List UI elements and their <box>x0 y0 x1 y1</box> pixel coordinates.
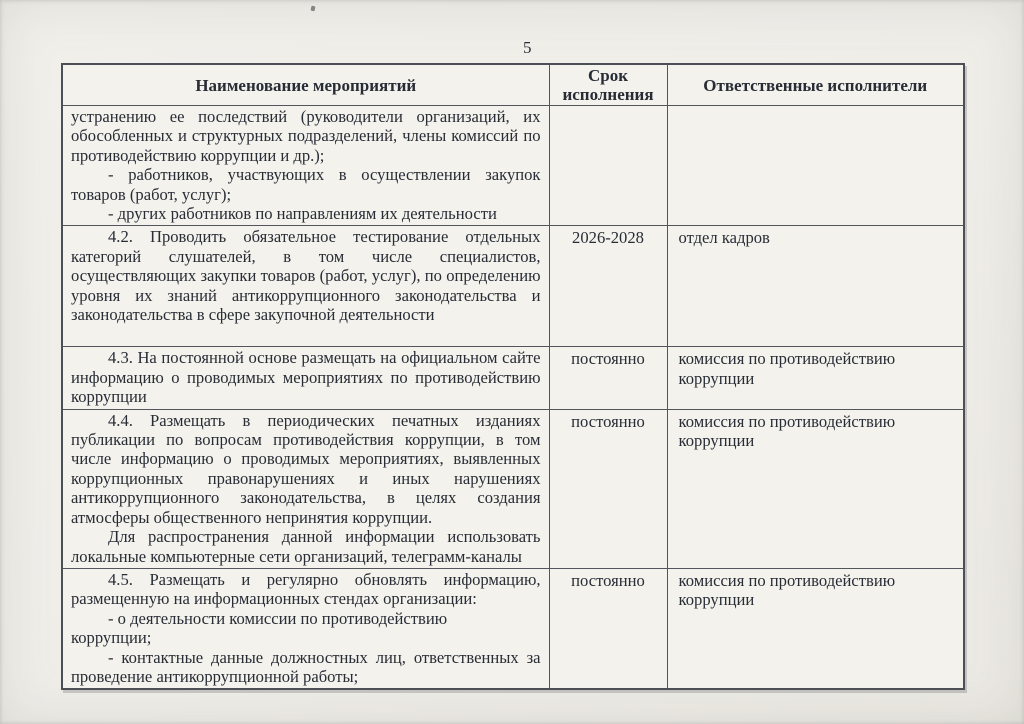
activity-cell <box>62 106 549 226</box>
table-header-row <box>62 64 964 106</box>
column-header-responsible: Ответственные исполнители <box>667 64 964 106</box>
activity-paragraph: Для распространения данной информации использовать локальные компьютерные сети организаций, телеграмм-каналы <box>71 527 541 566</box>
activity-paragraph: 4.4. Размещать в периодических печатных изданиях публикации по вопросам противодействия коррупции, в том числе информацию о проводимых мероприятиях, выявленных коррупционных правонарушениях и иных нарушениях антикоррупционного законодательства, в целях создания атмосферы общественного непринятия коррупции. <box>71 410 541 527</box>
page-number: 5 <box>523 38 532 57</box>
term-cell <box>549 106 667 226</box>
table-row <box>62 226 964 347</box>
table-row <box>62 347 964 409</box>
activity-paragraph: устранению ее последствий (руководители организаций, их обособленных и структурных подразделений, члены комиссий по противодействию коррупции и др.); <box>71 107 541 165</box>
activity-paragraph: 4.3. На постоянной основе размещать на официальном сайте информацию о проводимых мероприятиях по противодействию коррупции <box>71 348 541 407</box>
activity-paragraph: 4.5. Размещать и регулярно обновлять информацию, размещенную на информационных стендах организации: <box>71 569 541 609</box>
column-header-term: Срок исполнения <box>549 64 667 106</box>
table-row <box>62 568 964 689</box>
responsible-cell: комиссия по противодействию коррупции <box>667 568 964 689</box>
term-cell: 2026-2028 <box>549 226 667 347</box>
anticorruption-measures-table <box>61 63 965 690</box>
responsible-cell <box>667 106 964 226</box>
table-row <box>62 409 964 568</box>
responsible-cell: комиссия по противодействию коррупции <box>667 347 964 409</box>
activity-paragraph: - работников, участвующих в осуществлении закупок товаров (работ, услуг); <box>71 165 541 204</box>
responsible-cell: комиссия по противодействию коррупции <box>667 409 964 568</box>
activity-cell <box>62 409 549 568</box>
column-header-activity: Наименование мероприятий <box>62 64 549 106</box>
activity-paragraph: - контактные данные должностных лиц, ответственных за проведение антикоррупционной работы; <box>71 647 541 686</box>
term-cell: постоянно <box>549 347 667 409</box>
activity-cell <box>62 568 549 689</box>
term-cell: постоянно <box>549 409 667 568</box>
activity-paragraph: - других работников по направлениям их деятельности <box>108 204 497 224</box>
activity-cell <box>62 347 549 409</box>
activity-paragraph: - о деятельности комиссии по противодействию коррупции; <box>71 608 448 648</box>
scan-artifact-speck <box>311 6 316 12</box>
responsible-cell: отдел кадров <box>667 226 964 347</box>
activity-paragraph: 4.2. Проводить обязательное тестирование отдельных категорий слушателей, в том числе специалистов, осуществляющих закупки товаров (работ, услуг), по определению уровня их знаний антикоррупционного законодательства и законодательства в сфере закупочной деятельности <box>71 227 541 325</box>
table-row <box>62 106 964 226</box>
activity-cell <box>62 226 549 347</box>
term-cell: постоянно <box>549 568 667 689</box>
